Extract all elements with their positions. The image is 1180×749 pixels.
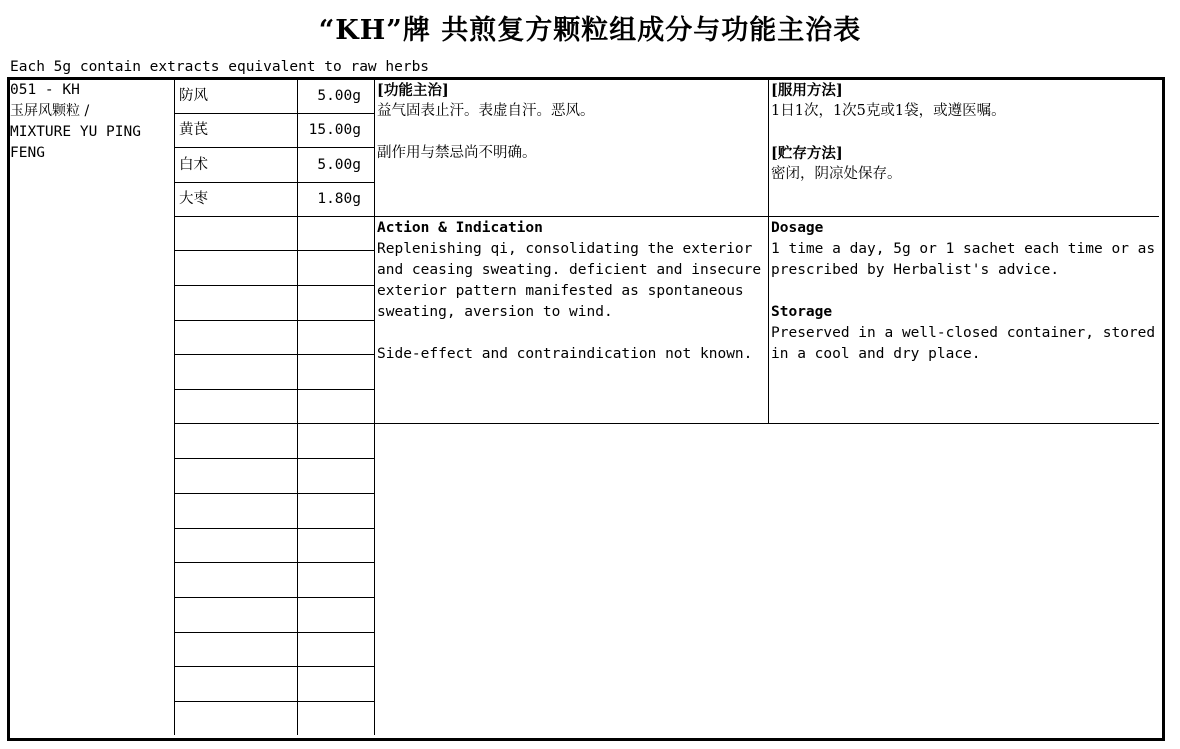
usage-header-cn: [服用方法]: [771, 82, 843, 99]
herb-dose: 15.00g: [308, 122, 361, 138]
divider: [175, 250, 374, 251]
storage-text-en: Preserved in a well-closed container, stored in a cool and dry place.: [771, 325, 1156, 362]
divider: [175, 423, 1159, 424]
subtitle: Each 5g contain extracts equivalent to raw herbs: [10, 59, 430, 75]
divider: [174, 80, 175, 735]
divider: [175, 389, 374, 390]
herb-name: 防风: [179, 88, 208, 104]
product-name-en: MIXTURE YU PING: [10, 124, 141, 140]
herb-dose: 1.80g: [317, 191, 361, 207]
herb-dose: 5.00g: [317, 88, 361, 104]
divider: [175, 216, 1159, 217]
dosage-header-en: Dosage: [771, 220, 824, 236]
herb-name: 白术: [179, 157, 208, 173]
divider: [175, 528, 374, 529]
side-effect-en: Side-effect and contraindication not known.: [377, 346, 753, 362]
divider: [175, 113, 374, 114]
product-name-cn: 玉屏风颗粒 /: [10, 103, 90, 119]
page-title: “KH”牌 共煎复方颗粒组成分与功能主治表: [318, 15, 862, 46]
function-text-cn: 益气固表止汗。表虚自汗。恶风。: [377, 103, 595, 119]
herb-name: 黄芪: [179, 122, 208, 138]
divider: [297, 80, 298, 735]
divider: [175, 320, 374, 321]
divider: [175, 458, 374, 459]
usage-text-cn: 1日1次，1次5克或1袋，或遵医嘱。: [771, 103, 1006, 119]
action-header-en: Action & Indication: [377, 220, 543, 236]
action-text-en: Replenishing qi, consolidating the exterior and ceasing sweating. deficient and insecure exterior pattern manifested as spontaneous sweating, aversion to wind.: [377, 241, 762, 320]
dosage-text-en: 1 time a day, 5g or 1 sachet each time or as prescribed by Herbalist's advice.: [771, 241, 1156, 278]
divider: [175, 632, 374, 633]
divider: [175, 147, 374, 148]
divider: [175, 182, 374, 183]
function-header-cn: [功能主治]: [377, 82, 449, 99]
divider: [175, 562, 374, 563]
divider: [175, 701, 374, 702]
storage-header-cn: [贮存方法]: [771, 145, 843, 162]
divider: [175, 285, 374, 286]
storage-header-en: Storage: [771, 304, 833, 320]
divider: [768, 80, 769, 423]
formula-table: [7, 77, 1165, 741]
side-effect-cn: 副作用与禁忌尚不明确。: [377, 145, 537, 161]
divider: [175, 493, 374, 494]
herb-name: 大枣: [179, 191, 208, 207]
divider: [374, 80, 375, 735]
divider: [175, 666, 374, 667]
divider: [175, 597, 374, 598]
divider: [175, 354, 374, 355]
product-code: 051 - KH: [10, 82, 80, 98]
storage-text-cn: 密闭，阴凉处保存。: [771, 166, 902, 182]
product-name-en: FENG: [10, 145, 45, 161]
herb-dose: 5.00g: [317, 157, 361, 173]
